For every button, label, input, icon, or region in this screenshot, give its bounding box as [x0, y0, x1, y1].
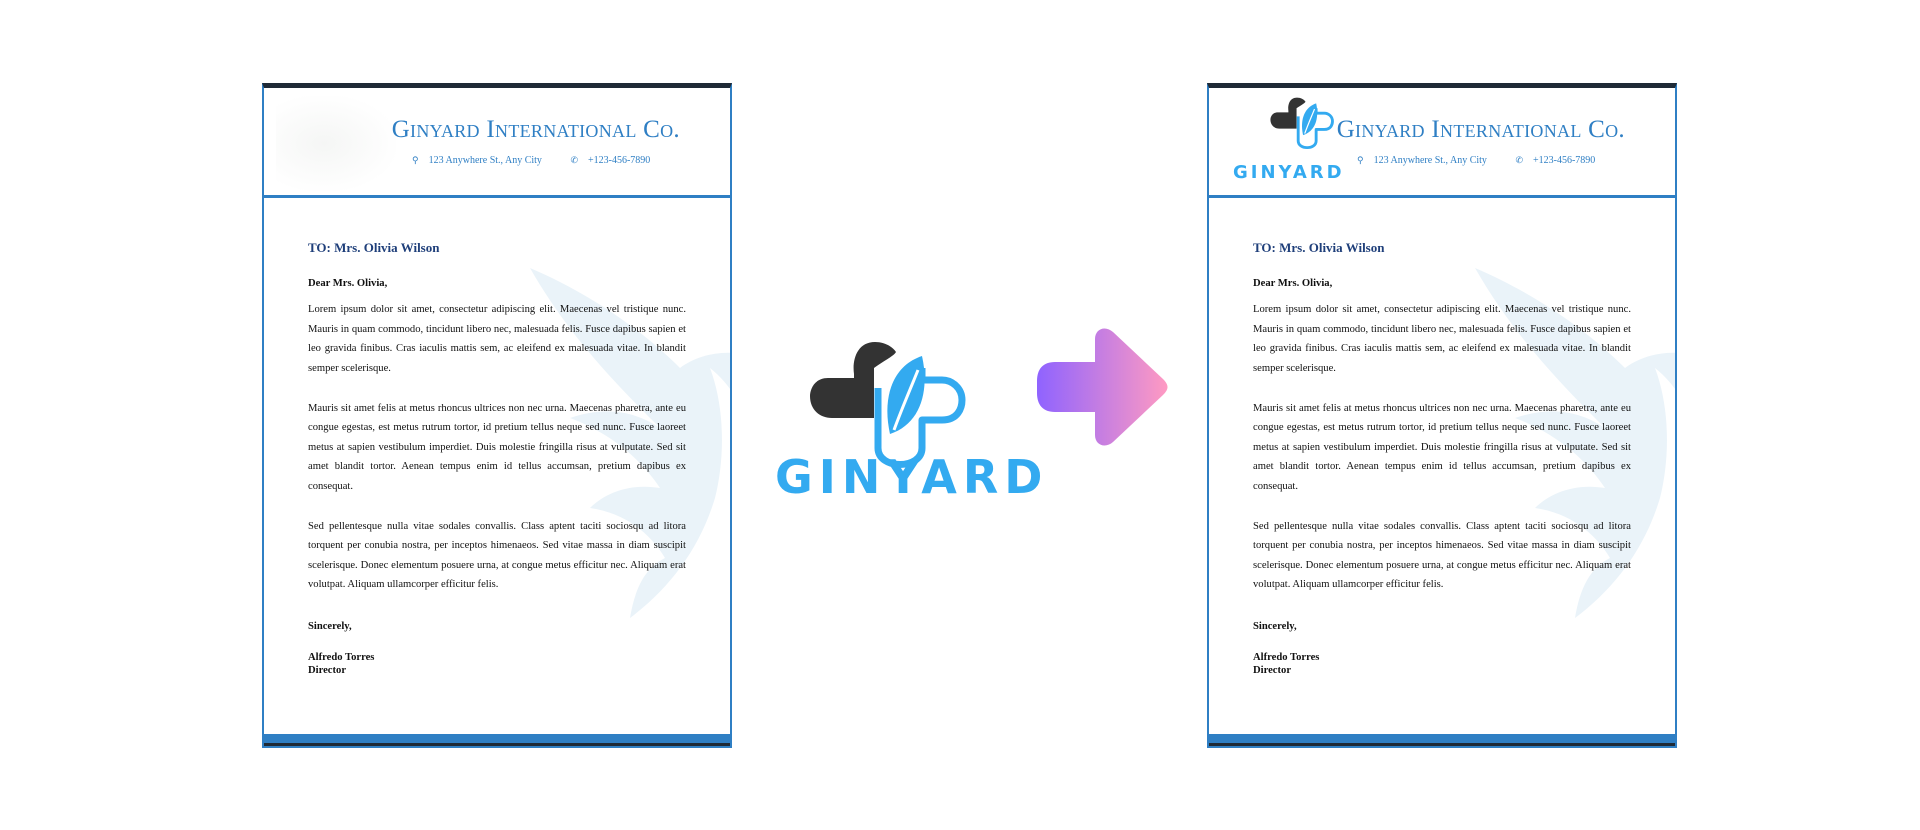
phone-text: +123-456-7890	[587, 155, 651, 166]
paragraph-3: Sed pellentesque nulla vitae sodales convallis. Class aptent taciti sociosqu ad litora torquent per conubia nostra, per inceptos himenaeos. Sed vitae massa in diam suscipit scelerisque. Donec elementum posuere urna, at congue metus efficitur nec. Aliquam erat volutpat. Aliquam ullamcorper efficitur felis.	[308, 520, 686, 591]
ginyard-wordmark: GINYARD	[775, 450, 1049, 504]
paragraph-2: Mauris sit amet felis at metus rhoncus ultrices non nec urna. Maecenas pharetra, ante eu congue egestas, est metus rutrum tortor, id pretium tellus neque sed nunc. Fusce laoreet metus at sapien vestibulum imperdiet. Duis molestie fringilla risus at vulputate. Sed sit amet blandit tortor. Aenean tempus enim id tellus accumsan, pretium dapibus ex consequat.	[308, 402, 686, 492]
signer-name: Alfredo Torres	[1253, 651, 1320, 663]
right-arrow-icon	[1035, 327, 1170, 447]
letterhead-header	[1209, 88, 1675, 198]
paragraph-1: Lorem ipsum dolor sit amet, consectetur adipiscing elit. Maecenas vel tristique nunc. Mauris in quam commodo, tincidunt libero nec, malesuada felis. Fusce dapibus sapien et leo gravida finibus. Cras iaculis mattis sem, ac eleifend ex malesuada vitae. In blandit semper scelerisque.	[1253, 304, 1631, 374]
location-pin-icon: ⚲	[412, 155, 419, 165]
address-text: 123 Anywhere St., Any City	[428, 155, 542, 166]
letterhead-header	[264, 88, 730, 198]
letterhead-after	[1207, 83, 1677, 748]
company-name: Ginyard International Co.	[391, 116, 680, 143]
ginyard-wordmark: GINYARD	[1233, 162, 1345, 183]
closing: Sincerely,	[308, 620, 352, 632]
contact-row	[1357, 155, 1595, 166]
address-text: 123 Anywhere St., Any City	[1373, 155, 1487, 166]
paragraph-3: Sed pellentesque nulla vitae sodales convallis. Class aptent taciti sociosqu ad litora torquent per conubia nostra, per inceptos himenaeos. Sed vitae massa in diam suscipit scelerisque. Donec elementum posuere urna, at congue metus efficitur nec. Aliquam erat volutpat. Aliquam ullamcorper efficitur felis.	[1253, 520, 1631, 591]
phone-text: +123-456-7890	[1532, 155, 1596, 166]
phone-icon: ✆	[1515, 155, 1523, 165]
greeting: Dear Mrs. Olivia,	[308, 277, 388, 289]
contact-row	[412, 155, 650, 166]
closing: Sincerely,	[1253, 620, 1297, 632]
letterhead-before	[262, 83, 732, 748]
phone-icon: ✆	[570, 155, 578, 165]
paragraph-2: Mauris sit amet felis at metus rhoncus ultrices non nec urna. Maecenas pharetra, ante eu congue egestas, est metus rutrum tortor, id pretium tellus neque sed nunc. Fusce laoreet metus at sapien vestibulum imperdiet. Duis molestie fringilla risus at vulputate. Sed sit amet blandit tortor. Aenean tempus enim id tellus accumsan, pretium dapibus ex consequat.	[1253, 402, 1631, 492]
greeting: Dear Mrs. Olivia,	[1253, 277, 1333, 289]
letterhead-footer-bar	[264, 734, 730, 746]
recipient-line: TO: Mrs. Olivia Wilson	[1253, 240, 1385, 255]
empty-logo-area	[276, 96, 396, 191]
letterhead-footer-bar	[1209, 734, 1675, 746]
signer-name: Alfredo Torres	[308, 651, 375, 663]
letter-body	[1253, 238, 1631, 677]
recipient-line: TO: Mrs. Olivia Wilson	[308, 240, 440, 255]
paragraph-1: Lorem ipsum dolor sit amet, consectetur adipiscing elit. Maecenas vel tristique nunc. Mauris in quam commodo, tincidunt libero nec, malesuada felis. Fusce dapibus sapien et leo gravida finibus. Cras iaculis mattis sem, ac eleifend ex malesuada vitae. In blandit semper scelerisque.	[308, 304, 686, 374]
signer-title: Director	[1253, 664, 1292, 676]
location-pin-icon: ⚲	[1357, 155, 1364, 165]
letter-body	[308, 238, 686, 677]
signer-title: Director	[308, 664, 347, 676]
ginyard-logo-icon	[1259, 96, 1339, 156]
company-name: Ginyard International Co.	[1336, 116, 1625, 143]
